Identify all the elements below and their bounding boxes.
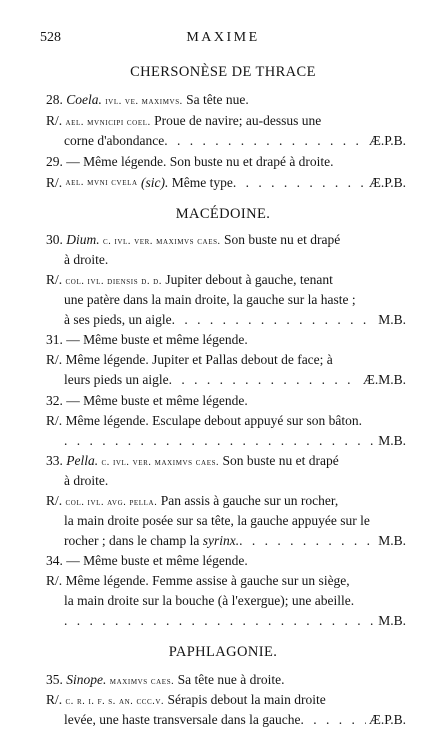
leader-dots (172, 310, 376, 330)
entry-33-reverse-line2: la main droite posée sur sa tête, la gauche appuyée sur le (64, 513, 370, 528)
obverse-description: — Même légende. Son buste nu et drapé à droite. (66, 154, 334, 169)
reverse-mark: R/. (46, 692, 63, 707)
reverse-mark: R/. (46, 352, 63, 367)
city-name: Coela. (66, 92, 102, 107)
reverse-description: Pan assis à gauche sur un rocher, (160, 493, 339, 508)
entry-30-obverse (46, 230, 406, 252)
entry-number: 34. (46, 553, 63, 568)
obverse-description: Son buste nu et drapé (222, 453, 339, 468)
reverse-description-cont: leurs pieds un aigle (64, 372, 169, 387)
reverse-description: Proue de navire; au-dessus une (154, 113, 322, 128)
reverse-mark: R/. (46, 413, 63, 428)
running-title: MAXIME (186, 30, 260, 45)
entry-34-reverse-cont (64, 611, 406, 631)
entry-number: 28. (46, 92, 63, 107)
reverse-description: Jupiter debout à gauche, tenant (165, 272, 333, 287)
entry-35-reverse (46, 690, 406, 712)
entry-31-obverse (46, 330, 406, 350)
syrinx-term: syrinx. (202, 533, 240, 548)
leader-dots (169, 370, 360, 390)
entry-33-obverse-cont: à droite. (64, 473, 109, 488)
entry-30-reverse-line2: une patère dans la main droite, la gauche sur la haste ; (64, 292, 356, 307)
entry-32-obverse (46, 391, 406, 411)
reverse-description: Sérapis debout la main droite (167, 692, 326, 707)
reverse-description: Même légende. Esculape debout appuyé sur son bâton. (65, 413, 363, 428)
entry-33-reverse-line3 (64, 531, 406, 551)
reverse-mark: R/. (46, 493, 63, 508)
entry-30-reverse-line3 (64, 310, 406, 330)
entry-number: 30. (46, 232, 63, 247)
reverse-mark: R/. (46, 272, 63, 287)
reverse-legend: ael. mvnicipi coel. (65, 117, 151, 128)
section-heading-macedoine: MACÉDOINE. (175, 206, 271, 222)
entry-34-reverse (46, 571, 406, 591)
metal-size: Æ.P.B. (368, 712, 406, 727)
obverse-description: Sa tête nue à droite. (177, 672, 285, 687)
obverse-description: — Même buste et même légende. (66, 393, 248, 408)
leader-dots (64, 611, 375, 631)
leader-dots (301, 710, 366, 730)
entry-number: 32. (46, 393, 63, 408)
entry-28-obverse (46, 90, 406, 112)
reverse-legend: c. r. i. f. s. an. ccc.v. (65, 696, 165, 707)
leader-dots (233, 173, 366, 193)
coin-legend: c. ivl. ver. maximvs caes. (101, 457, 220, 468)
entry-33-reverse (46, 491, 406, 513)
reverse-mark: R/. (46, 573, 63, 588)
metal-size: M.B. (378, 312, 406, 327)
reverse-description-cont: corne d'abondance (64, 133, 165, 148)
obverse-description: — Même buste et même légende. (66, 332, 248, 347)
section-heading-paphlagonie: PAPHLAGONIE. (168, 644, 278, 660)
metal-size: Æ.M.B. (362, 372, 406, 387)
reverse-description-cont: rocher ; dans le champ la (64, 533, 200, 548)
reverse-mark: R/. (46, 113, 63, 128)
metal-size: Æ.P.B. (368, 133, 406, 148)
sic-note: (sic). (141, 175, 169, 190)
entry-33-obverse (46, 451, 406, 473)
entry-35-obverse (46, 670, 406, 692)
city-name: Dium. (66, 232, 100, 247)
entry-29-reverse (46, 173, 406, 193)
obverse-description: Son buste nu et drapé (224, 232, 341, 247)
city-name: Sinope. (66, 672, 107, 687)
entry-29-obverse (46, 152, 406, 172)
coin-legend: ivl. ve. maximvs. (105, 96, 183, 107)
entry-28-reverse (46, 111, 406, 133)
entry-35-reverse-cont (64, 710, 406, 730)
reverse-description-cont: levée, une haste transversale dans la gauche (64, 712, 301, 727)
section-heading-chersonese: CHERSONÈSE DE THRACE (130, 64, 316, 80)
metal-size: Æ.P.B. (368, 175, 406, 190)
reverse-legend: ael. mvni cvela (65, 177, 138, 188)
entry-31-reverse (46, 350, 406, 370)
entry-34-reverse-line2: la main droite sur la bouche (à l'exergue); une abeille. (64, 593, 355, 608)
reverse-description: Même légende. Femme assise à gauche sur un siège, (65, 573, 350, 588)
page-number: 528 (40, 30, 61, 45)
obverse-description: Sa tête nue. (186, 92, 249, 107)
entry-30-obverse-cont: à droite. (64, 252, 109, 267)
coin-legend: maximvs caes. (109, 676, 175, 687)
entry-number: 31. (46, 332, 63, 347)
metal-size: M.B. (378, 613, 406, 628)
leader-dots (239, 531, 375, 551)
metal-size: M.B. (378, 533, 406, 548)
coin-legend: c. ivl. ver. maximvs caes. (103, 236, 221, 247)
entry-number: 33. (46, 453, 63, 468)
city-name: Pella. (66, 453, 99, 468)
reverse-legend: col. ivl. avg. pella. (65, 497, 158, 508)
entry-31-reverse-cont (64, 370, 406, 390)
entry-28-reverse-cont (64, 131, 406, 151)
entry-34-obverse (46, 551, 406, 571)
metal-size: M.B. (378, 433, 406, 448)
entry-32-reverse-cont (64, 431, 406, 451)
leader-dots (64, 431, 375, 451)
reverse-description-cont: à ses pieds, un aigle (64, 312, 172, 327)
leader-dots (164, 131, 366, 151)
entry-number: 35. (46, 672, 63, 687)
reverse-legend: col. ivl. diensis d. d. (65, 276, 162, 287)
obverse-description: — Même buste et même légende. (66, 553, 248, 568)
reverse-description: Même légende. Jupiter et Pallas debout de face; à (65, 352, 333, 367)
entry-30-reverse (46, 270, 406, 292)
reverse-mark: R/. (46, 175, 63, 190)
reverse-description: Même type (171, 175, 233, 190)
entry-number: 29. (46, 154, 63, 169)
entry-32-reverse (46, 411, 406, 431)
